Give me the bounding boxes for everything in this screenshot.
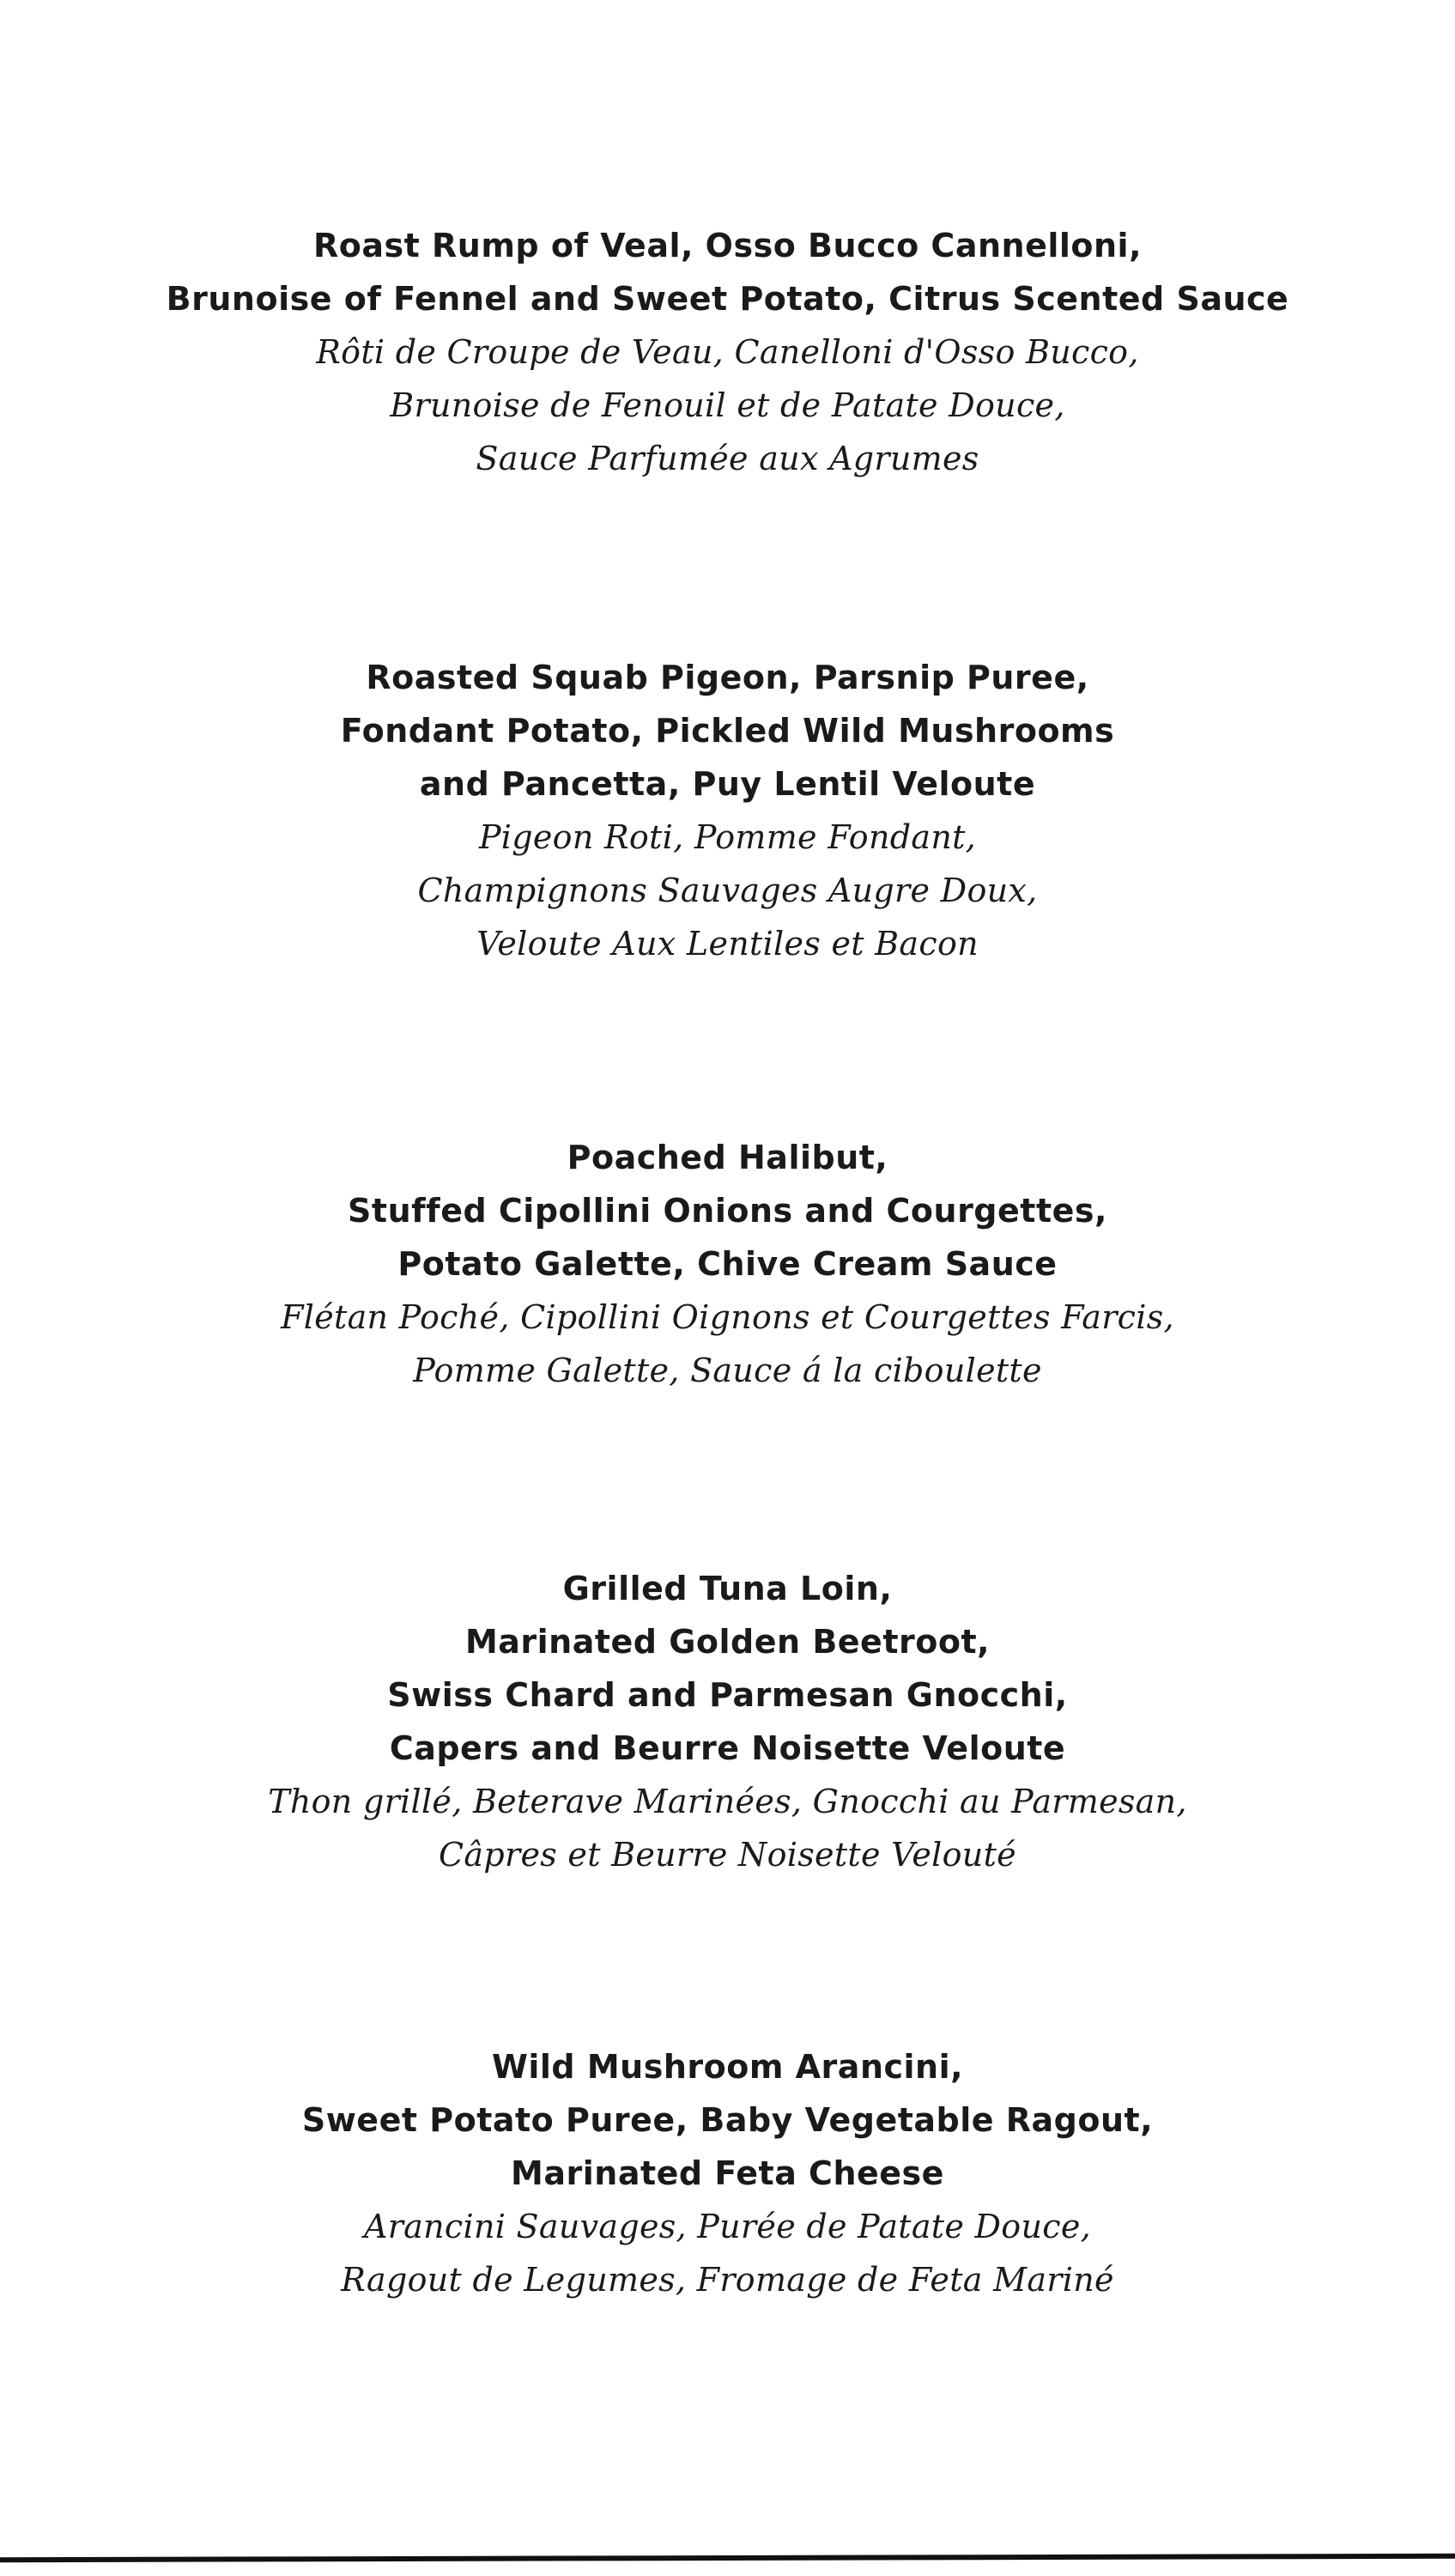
course-french-line: Câpres et Beurre Noisette Velouté (439, 1836, 1016, 1874)
course-english-line: Capers and Beurre Noisette Veloute (389, 1729, 1066, 1767)
course-english-line: Marinated Golden Beetroot, (464, 1623, 991, 1661)
course-english-line: Stuffed Cipollini Onions and Courgettes, (348, 1192, 1107, 1230)
course-english-line: Marinated Feta Cheese (511, 2154, 944, 2192)
course-french-line: Flétan Poché, Cipollini Oignons et Courgettes Farcis, (281, 1298, 1174, 1336)
course-french-line: Champignons Sauvages Augre Doux, (417, 872, 1038, 909)
course-english-line: Wild Mushroom Arancini, (491, 2048, 964, 2086)
course-french-line: Thon grillé, Beterave Marinées, Gnocchi au Parmesan, (268, 1783, 1187, 1820)
course-english-line: and Pancetta, Puy Lentil Veloute (419, 765, 1036, 803)
course-french-line: Ragout de Legumes, Fromage de Feta Mariné (341, 2261, 1114, 2299)
course-french-line: Rôti de Croupe de Veau, Canelloni d'Osso Bucco, (316, 333, 1139, 371)
menu-course (0, 2040, 1455, 2306)
course-english-line: Poached Halibut, (567, 1139, 888, 1176)
course-french-line: Pigeon Roti, Pomme Fondant, (478, 818, 977, 856)
course-english-line: Sweet Potato Puree, Baby Vegetable Ragout, (301, 2101, 1154, 2139)
course-english-line: Grilled Tuna Loin, (562, 1570, 893, 1607)
menu-course (0, 651, 1455, 970)
course-french-line: Pomme Galette, Sauce á la ciboulette (413, 1352, 1042, 1389)
course-english-line: Potato Galette, Chive Cream Sauce (397, 1245, 1058, 1283)
menu-course (0, 1131, 1455, 1397)
course-english-line: Swiss Chard and Parmesan Gnocchi, (387, 1676, 1068, 1714)
course-french-line: Veloute Aux Lentiles et Bacon (476, 925, 979, 963)
course-french-line: Arancini Sauvages, Purée de Patate Douce, (363, 2208, 1092, 2245)
course-english-line: Roast Rump of Veal, Osso Bucco Cannelloni, (312, 227, 1143, 264)
course-english-line: Brunoise of Fennel and Sweet Potato, Citrus Scented Sauce (166, 280, 1289, 318)
bottom-border-rule (0, 2554, 1455, 2562)
menu-course (0, 1562, 1455, 1881)
course-french-line: Sauce Parfumée aux Agrumes (476, 440, 979, 477)
course-french-line: Brunoise de Fenouil et de Patate Douce, (390, 386, 1065, 424)
menu-course (0, 219, 1455, 485)
course-english-line: Fondant Potato, Pickled Wild Mushrooms (340, 712, 1115, 750)
course-english-line: Roasted Squab Pigeon, Parsnip Puree, (366, 659, 1089, 696)
